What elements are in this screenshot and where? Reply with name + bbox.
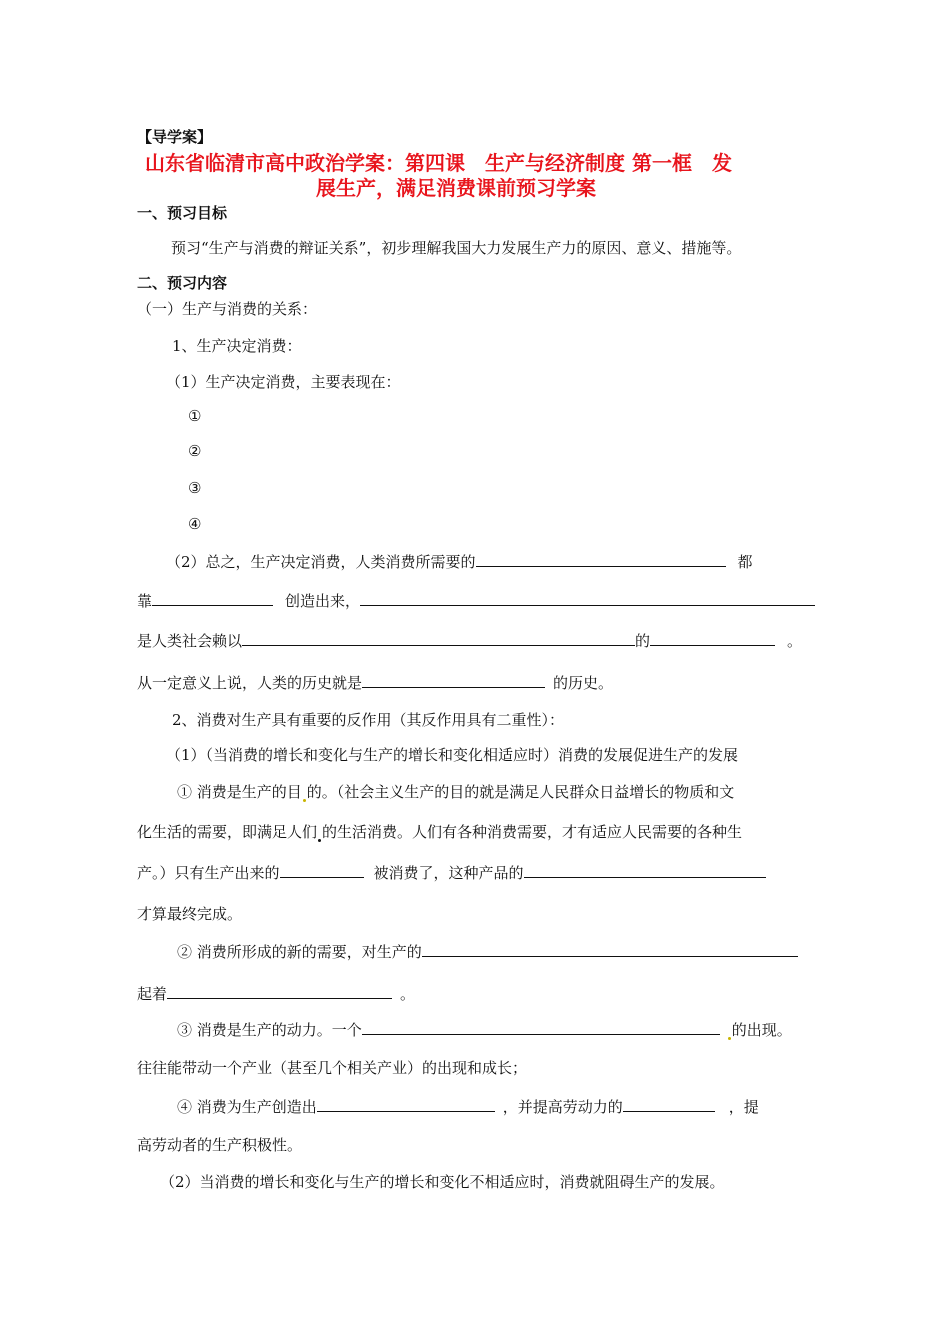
- subsection-relation: （一）生产与消费的关系：: [137, 300, 318, 318]
- p12-text-c: 靠: [137, 592, 153, 610]
- fill-blank[interactable]: [476, 551, 726, 567]
- p12-text-b: 都: [737, 553, 753, 571]
- consume-2-line-2: [137, 983, 415, 1004]
- c1-text-b: 的。（社会主义生产的目的就是满足人民群众日益增长的物质和文: [306, 783, 735, 801]
- c1-text-e: 产。）只有生产出来的: [137, 864, 280, 882]
- bullet-2: ②: [188, 442, 202, 460]
- doc-tag: 【导学案】: [137, 128, 213, 146]
- p12-text-d: 创造出来，: [285, 592, 361, 610]
- section-heading-content: 二、预习内容: [137, 274, 228, 292]
- goal-text: 预习“生产与消费的辩证关系”，初步理解我国大力发展生产力的原因、意义、措施等。: [171, 239, 742, 257]
- mark-dot: [728, 1037, 731, 1040]
- point-2-2-text: （2）当消费的增长和变化与生产的增长和变化不相适应时，消费就阻碍生产的发展。: [160, 1173, 725, 1191]
- point-1-1-text: （1）生产决定消费，主要表现在：: [166, 373, 401, 391]
- c2-text-a: ② 消费所形成的新的需要，对生产的: [177, 943, 422, 961]
- c2-text-c: 。: [400, 985, 416, 1003]
- fill-blank[interactable]: [362, 1019, 720, 1035]
- p12-text-i: 的历史。: [553, 674, 614, 692]
- point-1-2-line-4: [137, 672, 613, 693]
- c4-text-a: ④ 消费为生产创造出: [177, 1098, 317, 1116]
- consume-4-line-2: 高劳动者的生产积极性。: [137, 1136, 303, 1154]
- c1-text-a: ① 消费是生产的目: [177, 783, 302, 801]
- point-2-1-text: （1）（当消费的增长和变化与生产的增长和变化相适应时）消费的发展促进生产的发展: [166, 746, 739, 764]
- fill-blank[interactable]: [524, 862, 766, 878]
- doc-title-line-1: 山东省临清市高中政治学案：第四课 生产与经济制度 第一框 发: [145, 151, 732, 175]
- p12-text-f: 的: [635, 632, 651, 650]
- fill-blank[interactable]: [362, 672, 545, 688]
- point-1-2-line-2: [137, 590, 815, 611]
- fill-blank[interactable]: [317, 1096, 495, 1112]
- consume-1-line-2: [137, 822, 742, 842]
- consume-3-line-1: [177, 1019, 792, 1040]
- c4-text-b: ，并提高劳动力的: [502, 1098, 623, 1116]
- fill-blank[interactable]: [623, 1096, 715, 1112]
- mark-dot: [318, 839, 321, 842]
- doc-title-line-2: 展生产，满足消费课前预习学案: [316, 176, 596, 200]
- p12-text-g: 。: [787, 632, 803, 650]
- bullet-4: ④: [188, 515, 202, 533]
- consume-1-line-1: [177, 782, 734, 802]
- fill-blank[interactable]: [167, 983, 392, 999]
- p12-text-e: 是人类社会赖以: [137, 632, 243, 650]
- point-1-2-line-1: [166, 551, 753, 572]
- fill-blank[interactable]: [650, 630, 775, 646]
- consume-3-line-2: 往往能带动一个产业（甚至几个相关产业）的出现和成长；: [137, 1059, 528, 1077]
- bullet-1: ①: [188, 407, 202, 425]
- fill-blank[interactable]: [280, 862, 364, 878]
- mark-dot: [303, 799, 306, 802]
- c3-text-a: ③ 消费是生产的动力。一个: [177, 1021, 362, 1039]
- consume-1-line-4: 才算最终完成。: [137, 905, 243, 923]
- fill-blank[interactable]: [152, 590, 273, 606]
- c1-text-d: 的生活消费。人们有各种消费需要，才有适应人民需要的各种生: [322, 823, 743, 841]
- c1-text-f: 被消费了，这种产品的: [373, 864, 524, 882]
- point-2-heading: 2、消费对生产具有重要的反作用（其反作用具有二重性）：: [172, 711, 565, 729]
- bullet-3: ③: [188, 479, 202, 497]
- consume-1-line-3: [137, 862, 766, 883]
- c3-text-b: 的出现。: [731, 1021, 792, 1039]
- fill-blank[interactable]: [242, 630, 635, 646]
- p12-text-h: 从一定意义上说，人类的历史就是: [137, 674, 363, 692]
- c2-text-b: 起着: [137, 985, 168, 1003]
- point-1-heading: 1、生产决定消费：: [172, 337, 302, 355]
- c4-text-c: ，提: [728, 1098, 759, 1116]
- fill-blank[interactable]: [422, 941, 798, 957]
- consume-4-line-1: [177, 1096, 759, 1117]
- consume-2-line-1: [177, 941, 798, 962]
- p12-text-a: （2）总之，生产决定消费，人类消费所需要的: [166, 553, 476, 571]
- c1-text-c: 化生活的需要，即满足人们: [137, 823, 318, 841]
- section-heading-goal: 一、预习目标: [137, 204, 228, 222]
- point-1-2-line-3: [137, 630, 802, 651]
- fill-blank[interactable]: [360, 590, 815, 606]
